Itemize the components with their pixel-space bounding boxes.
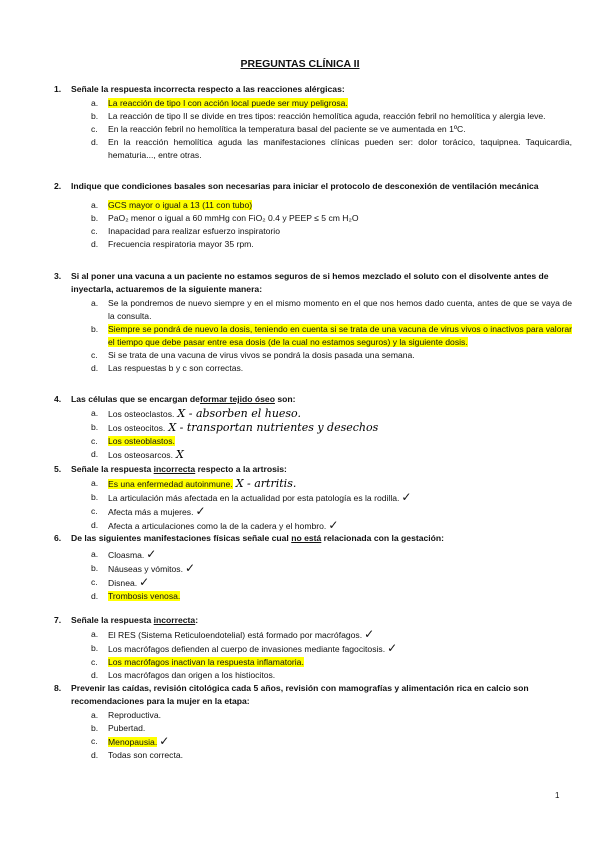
question-stem: Si al poner una vacuna a un paciente no estamos seguros de si hemos mezclado el soluto con el disolvente antes de inyectarla, actuaremos de la siguiente manera: [71, 271, 549, 294]
check-mark-icon: ✓ [328, 518, 339, 532]
question-stem: Las células que se encargan deformar tejido óseo son: [71, 394, 296, 404]
question-number: 6. [54, 533, 62, 543]
option-c: c. Menopausia. ✓ [91, 734, 170, 748]
check-mark-icon: ✓ [159, 734, 170, 748]
option-b: b. Siempre se pondrá de nuevo la dosis, teniendo en cuenta si se trata de una vacuna de virus vivos o inactivos para valorar el tiempo que debe pasar entre esa dosis (de la cual no estamos seguros) y la siguiente dosis. [91, 324, 572, 347]
option-c: c. Afecta más a mujeres. ✓ [91, 504, 206, 518]
option-a: a. La reacción de tipo I con acción local puede ser muy peligrosa. [91, 98, 348, 108]
option-b: b. Náuseas y vómitos. ✓ [91, 561, 196, 575]
question-8 [54, 682, 572, 762]
question-1 [54, 83, 572, 162]
handwritten-note: X - transportan nutrientes y desechos [168, 421, 379, 434]
question-stem: Prevenir las caídas, revisión citológica cada 5 años, revisión con mamografías y alimentación rica en calcio son recomendaciones para la mujer en la etapa: [71, 683, 529, 706]
check-mark-icon: ✓ [195, 504, 206, 518]
option-c: c. Inapacidad para realizar esfuerzo inspiratorio [91, 226, 280, 236]
option-a: a. Se la pondremos de nuevo siempre y en el mismo momento en el que nos hemos dado cuenta, antes de que se vaya de la consulta. [91, 298, 572, 321]
question-number: 1. [54, 84, 62, 94]
highlighted-answer: Los osteoblastos. [108, 436, 175, 446]
option-d: d. Los macrófagos dan origen a los histiocitos. [91, 670, 276, 680]
option-c: c. Disnea. ✓ [91, 575, 150, 589]
option-a: a. Los osteoclastos. X - absorben el hueso. [91, 407, 301, 420]
question-number: 4. [54, 394, 62, 404]
question-number: 3. [54, 271, 62, 281]
highlighted-answer: Trombosis venosa. [108, 591, 181, 601]
option-d: d. Las respuestas b y c son correctas. [91, 363, 244, 373]
option-a: a. Cloasma. ✓ [91, 547, 157, 561]
option-c: c. Los osteoblastos. [91, 436, 175, 446]
highlighted-answer: GCS mayor o igual a 13 (11 con tubo) [108, 200, 253, 210]
question-2 [54, 180, 572, 251]
question-4 [54, 393, 572, 462]
question-number: 8. [54, 683, 62, 693]
option-a: a. Es una enfermedad autoinmune. X - artritis. [91, 477, 297, 490]
handwritten-note: X [175, 448, 184, 461]
option-b: b. La articulación más afectada en la actualidad por esta patología es la rodilla. ✓ [91, 490, 412, 504]
option-c: c. Si se trata de una vacuna de virus vivos se pondrá la dosis pasada una semana. [91, 350, 415, 360]
question-3 [54, 270, 572, 375]
option-a: a. El RES (Sistema Reticuloendotelial) está formado por macrófagos. ✓ [91, 627, 375, 641]
check-mark-icon: ✓ [139, 575, 150, 589]
option-c: c. En la reacción febril no hemolítica la temperatura basal del paciente se ve aumentada en 1ºC. [91, 124, 466, 134]
question-stem: Señale la respuesta incorrecta: [71, 615, 199, 625]
highlighted-answer: Es una enfermedad autoinmune. [108, 479, 233, 489]
question-number: 7. [54, 615, 62, 625]
option-d: d. Todas son correcta. [91, 750, 183, 760]
option-c: c. Los macrófagos inactivan la respuesta inflamatoria. [91, 657, 304, 667]
check-mark-icon: ✓ [401, 490, 412, 504]
question-number: 5. [54, 464, 62, 474]
check-mark-icon: ✓ [387, 641, 398, 655]
option-b: b. Los macrófagos defienden al cuerpo de invasiones mediante fagocitosis. ✓ [91, 641, 398, 655]
handwritten-note: X - absorben el hueso. [177, 407, 301, 420]
question-6 [54, 532, 572, 603]
option-a: a. GCS mayor o igual a 13 (11 con tubo) [91, 200, 253, 210]
page-number: 1 [555, 791, 560, 800]
option-d: d. Trombosis venosa. [91, 591, 181, 601]
question-number: 2. [54, 181, 62, 191]
handwritten-note: X - artritis. [235, 477, 297, 490]
question-stem: Señale la respuesta incorrecta respecto a las reacciones alérgicas: [71, 84, 345, 94]
question-stem: De las siguientes manifestaciones físicas señale cual no está relacionada con la gestación: [71, 533, 445, 543]
option-b: b. Los osteocitos. X - transportan nutrientes y desechos [91, 421, 379, 434]
option-d: d. Los osteosarcos. X [91, 448, 184, 461]
question-5 [54, 463, 572, 533]
check-mark-icon: ✓ [146, 547, 157, 561]
option-d: d. Frecuencia respiratoria mayor 35 rpm. [91, 239, 254, 249]
highlighted-answer: Menopausia. [108, 737, 158, 747]
question-stem: Señale la respuesta incorrecta respecto a la artrosis: [71, 464, 287, 474]
page-title: PREGUNTAS CLÍNICA II [240, 58, 360, 70]
option-a: a. Reproductiva. [91, 710, 162, 720]
question-stem: Indique que condiciones basales son necesarias para iniciar el protocolo de desconexión de ventilación mecánica [71, 181, 539, 191]
check-mark-icon: ✓ [364, 627, 375, 641]
highlighted-answer: Los macrófagos inactivan la respuesta inflamatoria. [108, 657, 304, 667]
option-b: b. PaO₂ menor o igual a 60 mmHg con FiO₂ 0.4 y PEEP ≤ 5 cm H₂O [91, 213, 359, 223]
option-b: b. La reacción de tipo II se divide en tres tipos: reacción hemolítica aguda, reacción febril no hemolítica y alergia leve. [91, 111, 546, 121]
highlighted-answer: Siempre se pondrá de nuevo la dosis, teniendo en cuenta si se trata de una vacuna de virus vivos o inactivos para valorar el tiempo que debe pasar entre esa dosis (de la cual no estamos seguros) y la siguiente dosis. [108, 324, 572, 347]
option-b: b. Pubertad. [91, 723, 146, 733]
check-mark-icon: ✓ [185, 561, 196, 575]
highlighted-answer: La reacción de tipo I con acción local puede ser muy peligrosa. [108, 98, 348, 108]
option-d: d. Afecta a articulaciones como la de la cadera y el hombro. ✓ [91, 518, 339, 532]
question-7 [54, 614, 572, 682]
option-d: d. En la reacción hemolítica aguda las manifestaciones clínicas pueden ser: dolor torácico, taquipnea. Taquicardia, hematuria..., entre otras. [91, 137, 572, 160]
